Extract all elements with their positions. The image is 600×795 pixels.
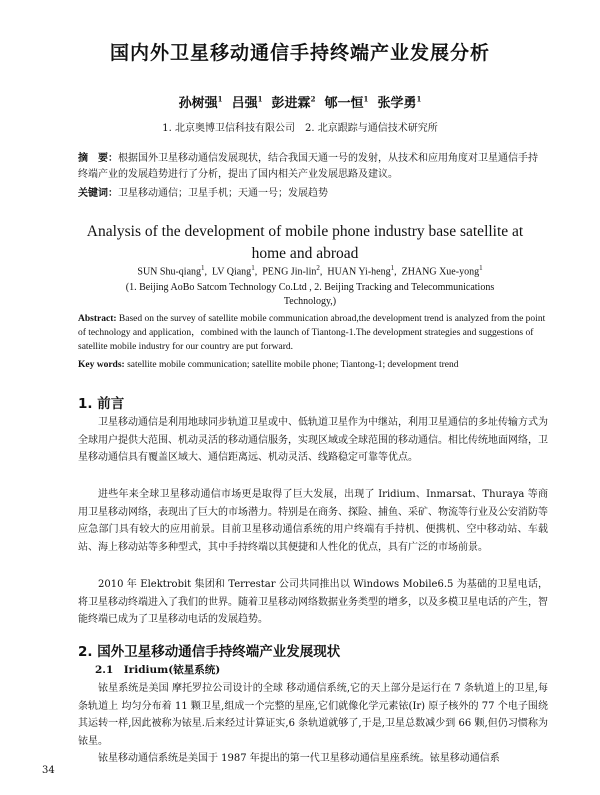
author-list-cn <box>0 92 600 111</box>
keywords-text-cn: 卫星移动通信；卫星手机；天通一号；发展趋势 <box>118 188 328 199</box>
abstract-text-en: Based on the survey of satellite mobile communication abroad,the development trend is analyzed from the point of technology and application，combined with the launch of Tiantong-1.The development strategies and suggestions of satellite mobile industry for our country are put forward. <box>78 314 546 352</box>
author-affil-sup: 1 <box>257 94 263 104</box>
author-name: 张学勇 <box>377 96 417 111</box>
author-affil-sup: 1 <box>416 94 422 104</box>
abstract-text-cn: 根据国外卫星移动通信发展现状，结合我国天通一号的发射，从技术和应用角度对卫星通信手持终端产业的发展趋势进行了分析，提出了国内相关产业发展思路及建议。 <box>78 153 538 180</box>
author-affil-sup: 1 <box>251 264 255 272</box>
abstract-en <box>78 312 548 354</box>
keywords-text-en: satellite mobile communication; satellite mobile phone; Tiantong-1; development trend <box>127 360 459 370</box>
paper-title-en: Analysis of the development of mobile phone industry base satellite at home and abroad <box>86 223 524 262</box>
author-name: 吕强 <box>231 96 258 111</box>
author-affil-sup: 1 <box>201 264 205 272</box>
body-paragraph: 铱星系统是美国 摩托罗拉公司设计的全球 移动通信系统,它的天上部分是运行在 7 条轨道上的卫星,每条轨道上 均匀分布着 11 颗卫星,组成一个完整的星座,它们就像化学元素铱(Ir) 原子核外的 77 个电子围绕其运转一样,因此被称为铱星.后来经过计算证实,6 条轨道就够了,于是,卫星总数减少到 66 颗,但仍习惯称为铱星。 <box>78 683 548 747</box>
keywords-label-cn: 关键词： <box>78 188 118 199</box>
abstract-cn <box>78 151 544 183</box>
page-number: 34 <box>42 765 55 776</box>
author-name: 彭进霖 <box>271 96 311 111</box>
body-paragraph: 卫星移动通信是利用地球同步轨道卫星或中、低轨道卫星作为中继站，利用卫星通信的多址传输方式为全球用户提供大范围、机动灵活的移动通信服务，实现区域或全球范围的移动通信。相比传统地面网络，卫星移动通信具有覆盖区域大、通信距离远、机动灵活、线路稳定可靠等优点。 <box>78 417 548 463</box>
affiliation-cn: 1. 北京奥博卫信科技有限公司 2. 北京跟踪与通信技术研究所 <box>162 123 438 134</box>
author-affil-sup: 1 <box>363 94 369 104</box>
section-heading-intro: 1. 前言 <box>78 396 125 412</box>
keywords-cn <box>78 184 544 199</box>
body-paragraph: 进些年来全球卫星移动通信市场更是取得了巨大发展，出现了 Iridium、Inmarsat、Thuraya 等商用卫星移动网络，表现出了巨大的市场潜力。特别是在商务、探险、捕鱼、采矿、物流等行业及公安消防等应急部门具有较大的应用前景。目前卫星移动通信系统的用户终端有手持机、便携机、空中移动站、车载站、海上移动站等多种型式，其中手持终端以其便捷和人性化的优点，具有广泛的市场前景。 <box>78 489 548 553</box>
body-paragraph: 铱星移动通信系统是美国于 1987 年提出的第一代卫星移动通信星座系统。铱星移动通信系 <box>98 753 500 764</box>
section-heading-status: 2. 国外卫星移动通信手持终端产业发展现状 <box>78 644 341 660</box>
author-name: 郇一恒 <box>324 96 364 111</box>
author-affil-sup: 1 <box>217 94 223 104</box>
keywords-en <box>78 360 548 370</box>
abstract-label-cn: 摘 要： <box>78 153 118 164</box>
author-name: LV Qiang <box>212 266 252 278</box>
author-name: 孙树强 <box>178 96 218 111</box>
author-affil-sup: 1 <box>479 264 483 272</box>
author-name: SUN Shu-qiang <box>137 266 202 278</box>
author-affil-sup: 2 <box>310 94 316 104</box>
affiliation-en: (1. Beijing AoBo Satcom Technology Co.Ltd , 2. Beijing Tracking and Telecommunications Technology,) <box>125 282 495 307</box>
author-list-en: SUN Shu-qiang$^1$, LV Qiang$^1$, PENG Jin-lin$^2$, HUAN Yi-heng$^1$, ZHANG Xue-yong$^1$ <box>137 264 483 278</box>
keywords-label-en: Key words: <box>78 360 125 370</box>
subsection-heading-iridium: 2.1 Iridium(铱星系统) <box>95 664 221 676</box>
author-name: PENG Jin-lin <box>262 266 317 278</box>
body-paragraph: 2010 年 Elektrobit 集团和 Terrestar 公司共同推出以 Windows Mobile6.5 为基础的卫星电话，将卫星移动终端进入了我们的世界。随着卫星移动网络数据业务类型的增多，以及多模卫星电话的产生，智能终端已成为了卫星移动电话的发展趋势。 <box>78 579 548 625</box>
author-name: ZHANG Xue-yong <box>401 266 480 278</box>
author-affil-sup: 2 <box>316 264 320 272</box>
paper-title-cn: 国内外卫星移动通信手持终端产业发展分析 <box>109 42 490 64</box>
author-name: HUAN Yi-heng <box>327 266 391 278</box>
author-affil-sup: 1 <box>390 264 395 272</box>
abstract-label-en: Abstract: <box>78 314 117 324</box>
